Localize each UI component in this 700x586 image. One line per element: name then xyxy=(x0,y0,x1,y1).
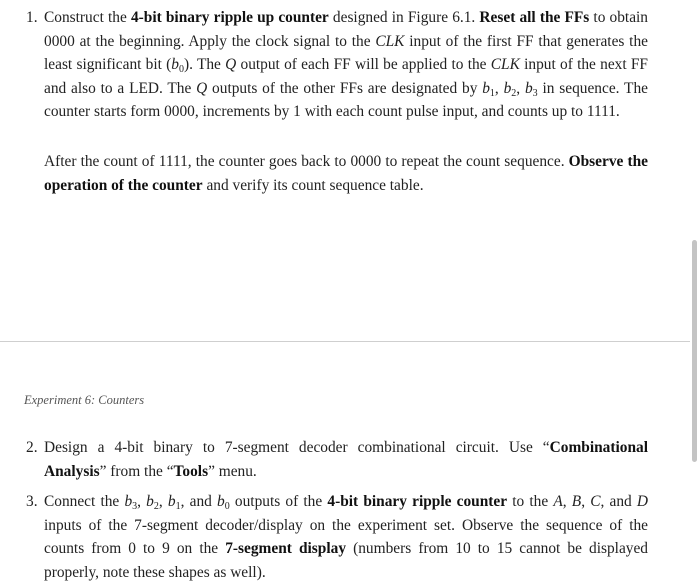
subscript: 3 xyxy=(132,501,138,512)
subscript: 0 xyxy=(224,501,230,512)
text-run: After the count of 1111, the counter goes back to 0000 to repeat the count sequence. xyxy=(44,153,569,170)
text-run: inputs of the 7-segment decoder/display on the experiment set. Observe the sequence of the counts from 0 to 9 on the xyxy=(44,516,648,557)
input-label: B xyxy=(571,493,582,510)
bold-term: Tools xyxy=(173,462,209,480)
text-run: , xyxy=(562,493,572,510)
text-run: to obtain 0000 at the beginning. Apply the clock signal to the xyxy=(44,9,648,50)
step-number: 3. xyxy=(26,493,38,510)
text-run: designed in Figure 6.1. xyxy=(328,9,480,26)
subscript: 2 xyxy=(153,501,159,512)
step-3 xyxy=(26,490,648,584)
variable-q: Q xyxy=(225,56,237,73)
text-run: Connect the xyxy=(44,493,125,510)
variable-b: b xyxy=(482,79,490,97)
subscript: 0 xyxy=(179,64,184,75)
text-run: input of the next FF and also to a LED. The xyxy=(44,56,648,97)
step-text xyxy=(44,490,648,584)
variable-b: b xyxy=(124,493,133,510)
text-run: output of each FF will be applied to the xyxy=(236,56,491,73)
text-run: , xyxy=(494,79,504,97)
text-run: ” menu. xyxy=(208,462,257,480)
variable-b: b xyxy=(524,79,533,97)
text-run: Design a 4-bit binary to 7-segment decoder combinational circuit. Use “ xyxy=(44,439,550,456)
step-1-followup xyxy=(44,150,648,197)
text-run: , xyxy=(516,79,525,97)
signal-name: CLK xyxy=(490,56,520,73)
variable-b: b xyxy=(146,493,154,510)
text-run: , xyxy=(137,493,147,510)
bold-term: 4-bit binary ripple up counter xyxy=(130,9,329,26)
text-run: , xyxy=(581,493,591,510)
bold-term: 7-segment display xyxy=(225,540,347,557)
input-label: D xyxy=(636,493,649,510)
subscript: 2 xyxy=(511,87,517,99)
input-label: A xyxy=(553,493,563,510)
input-label: C xyxy=(590,493,601,510)
text-run: to the xyxy=(507,493,554,510)
text-run: , and xyxy=(180,493,218,510)
variable-b: b xyxy=(167,493,176,510)
step-number: 2. xyxy=(26,439,38,456)
text-run: Construct the xyxy=(44,9,131,26)
bold-term: Observe the operation of the counter xyxy=(44,153,648,194)
subscript: 1 xyxy=(175,501,181,512)
bold-term: Combinational Analysis xyxy=(44,439,648,480)
text-run: (numbers from 10 to 15 cannot be displayed properly, note these shapes as well). xyxy=(44,540,648,581)
variable-b: b xyxy=(171,56,179,73)
text-run: outputs of the xyxy=(229,493,328,510)
variable-b: b xyxy=(217,493,225,510)
text-run: in sequence. The counter starts form 0000, increments by 1 with each count pulse input, and counts up to 1111. xyxy=(44,79,648,120)
scrollbar-thumb[interactable] xyxy=(692,240,697,462)
step-number: 1. xyxy=(26,9,38,26)
text-run: input of the first FF that generates the least significant bit ( xyxy=(44,32,648,73)
variable-q: Q xyxy=(196,79,208,97)
text-run: and verify its count sequence table. xyxy=(202,176,424,194)
running-header: Experiment 6: Counters xyxy=(24,393,145,407)
text-run: ). The xyxy=(184,56,226,73)
subscript: 1 xyxy=(489,87,495,99)
text-run: ” from the “ xyxy=(99,462,174,480)
bold-term: 4-bit binary ripple counter xyxy=(327,493,508,510)
step-1 xyxy=(26,6,648,124)
step-text xyxy=(44,436,648,483)
text-run: , xyxy=(158,493,168,510)
subscript: 3 xyxy=(532,87,538,99)
signal-name: CLK xyxy=(375,32,405,50)
step-text xyxy=(44,6,648,124)
text-run: outputs of the other FFs are designated by xyxy=(207,79,483,97)
bold-term: Reset all the FFs xyxy=(479,9,590,26)
page-divider xyxy=(0,341,690,342)
step-2 xyxy=(26,436,648,483)
variable-b: b xyxy=(503,79,512,97)
text-run: , and xyxy=(600,493,637,510)
